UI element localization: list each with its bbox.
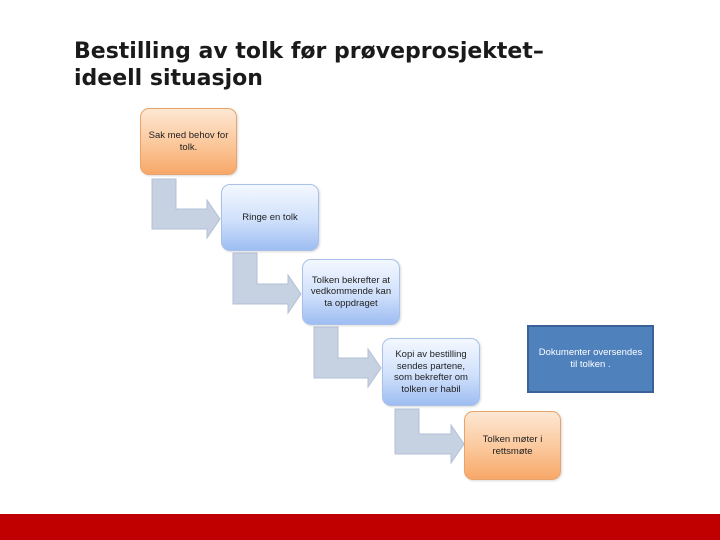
step-3-box	[302, 259, 400, 325]
step-4-text: Kopi av bestilling sendes partene, som bekrefter om tolken er habil	[394, 349, 468, 395]
note-text: Dokumenter oversendes til tolken .	[538, 347, 643, 370]
note-box	[527, 325, 654, 393]
arrow-2-to-3	[233, 253, 301, 313]
title-line-2: ideell situasjon	[74, 66, 263, 91]
arrow-3-to-4	[314, 327, 381, 387]
arrow-4-to-5	[395, 409, 464, 463]
step-1-box	[140, 108, 237, 175]
step-2-text: Ringe en tolk	[242, 211, 298, 223]
step-5-box	[464, 411, 561, 480]
step-4-box	[382, 338, 480, 406]
step-1-text: Sak med behov for tolk.	[148, 130, 229, 153]
step-2-box	[221, 184, 319, 251]
arrow-1-to-2	[152, 179, 220, 238]
title-line-1: Bestilling av tolk før prøveprosjektet–	[74, 39, 544, 64]
step-3-text: Tolken bekrefter at vedkommende kan ta oppdraget	[310, 274, 392, 309]
step-5-text: Tolken møter i rettsmøte	[482, 434, 543, 457]
footer-bar	[0, 514, 720, 540]
